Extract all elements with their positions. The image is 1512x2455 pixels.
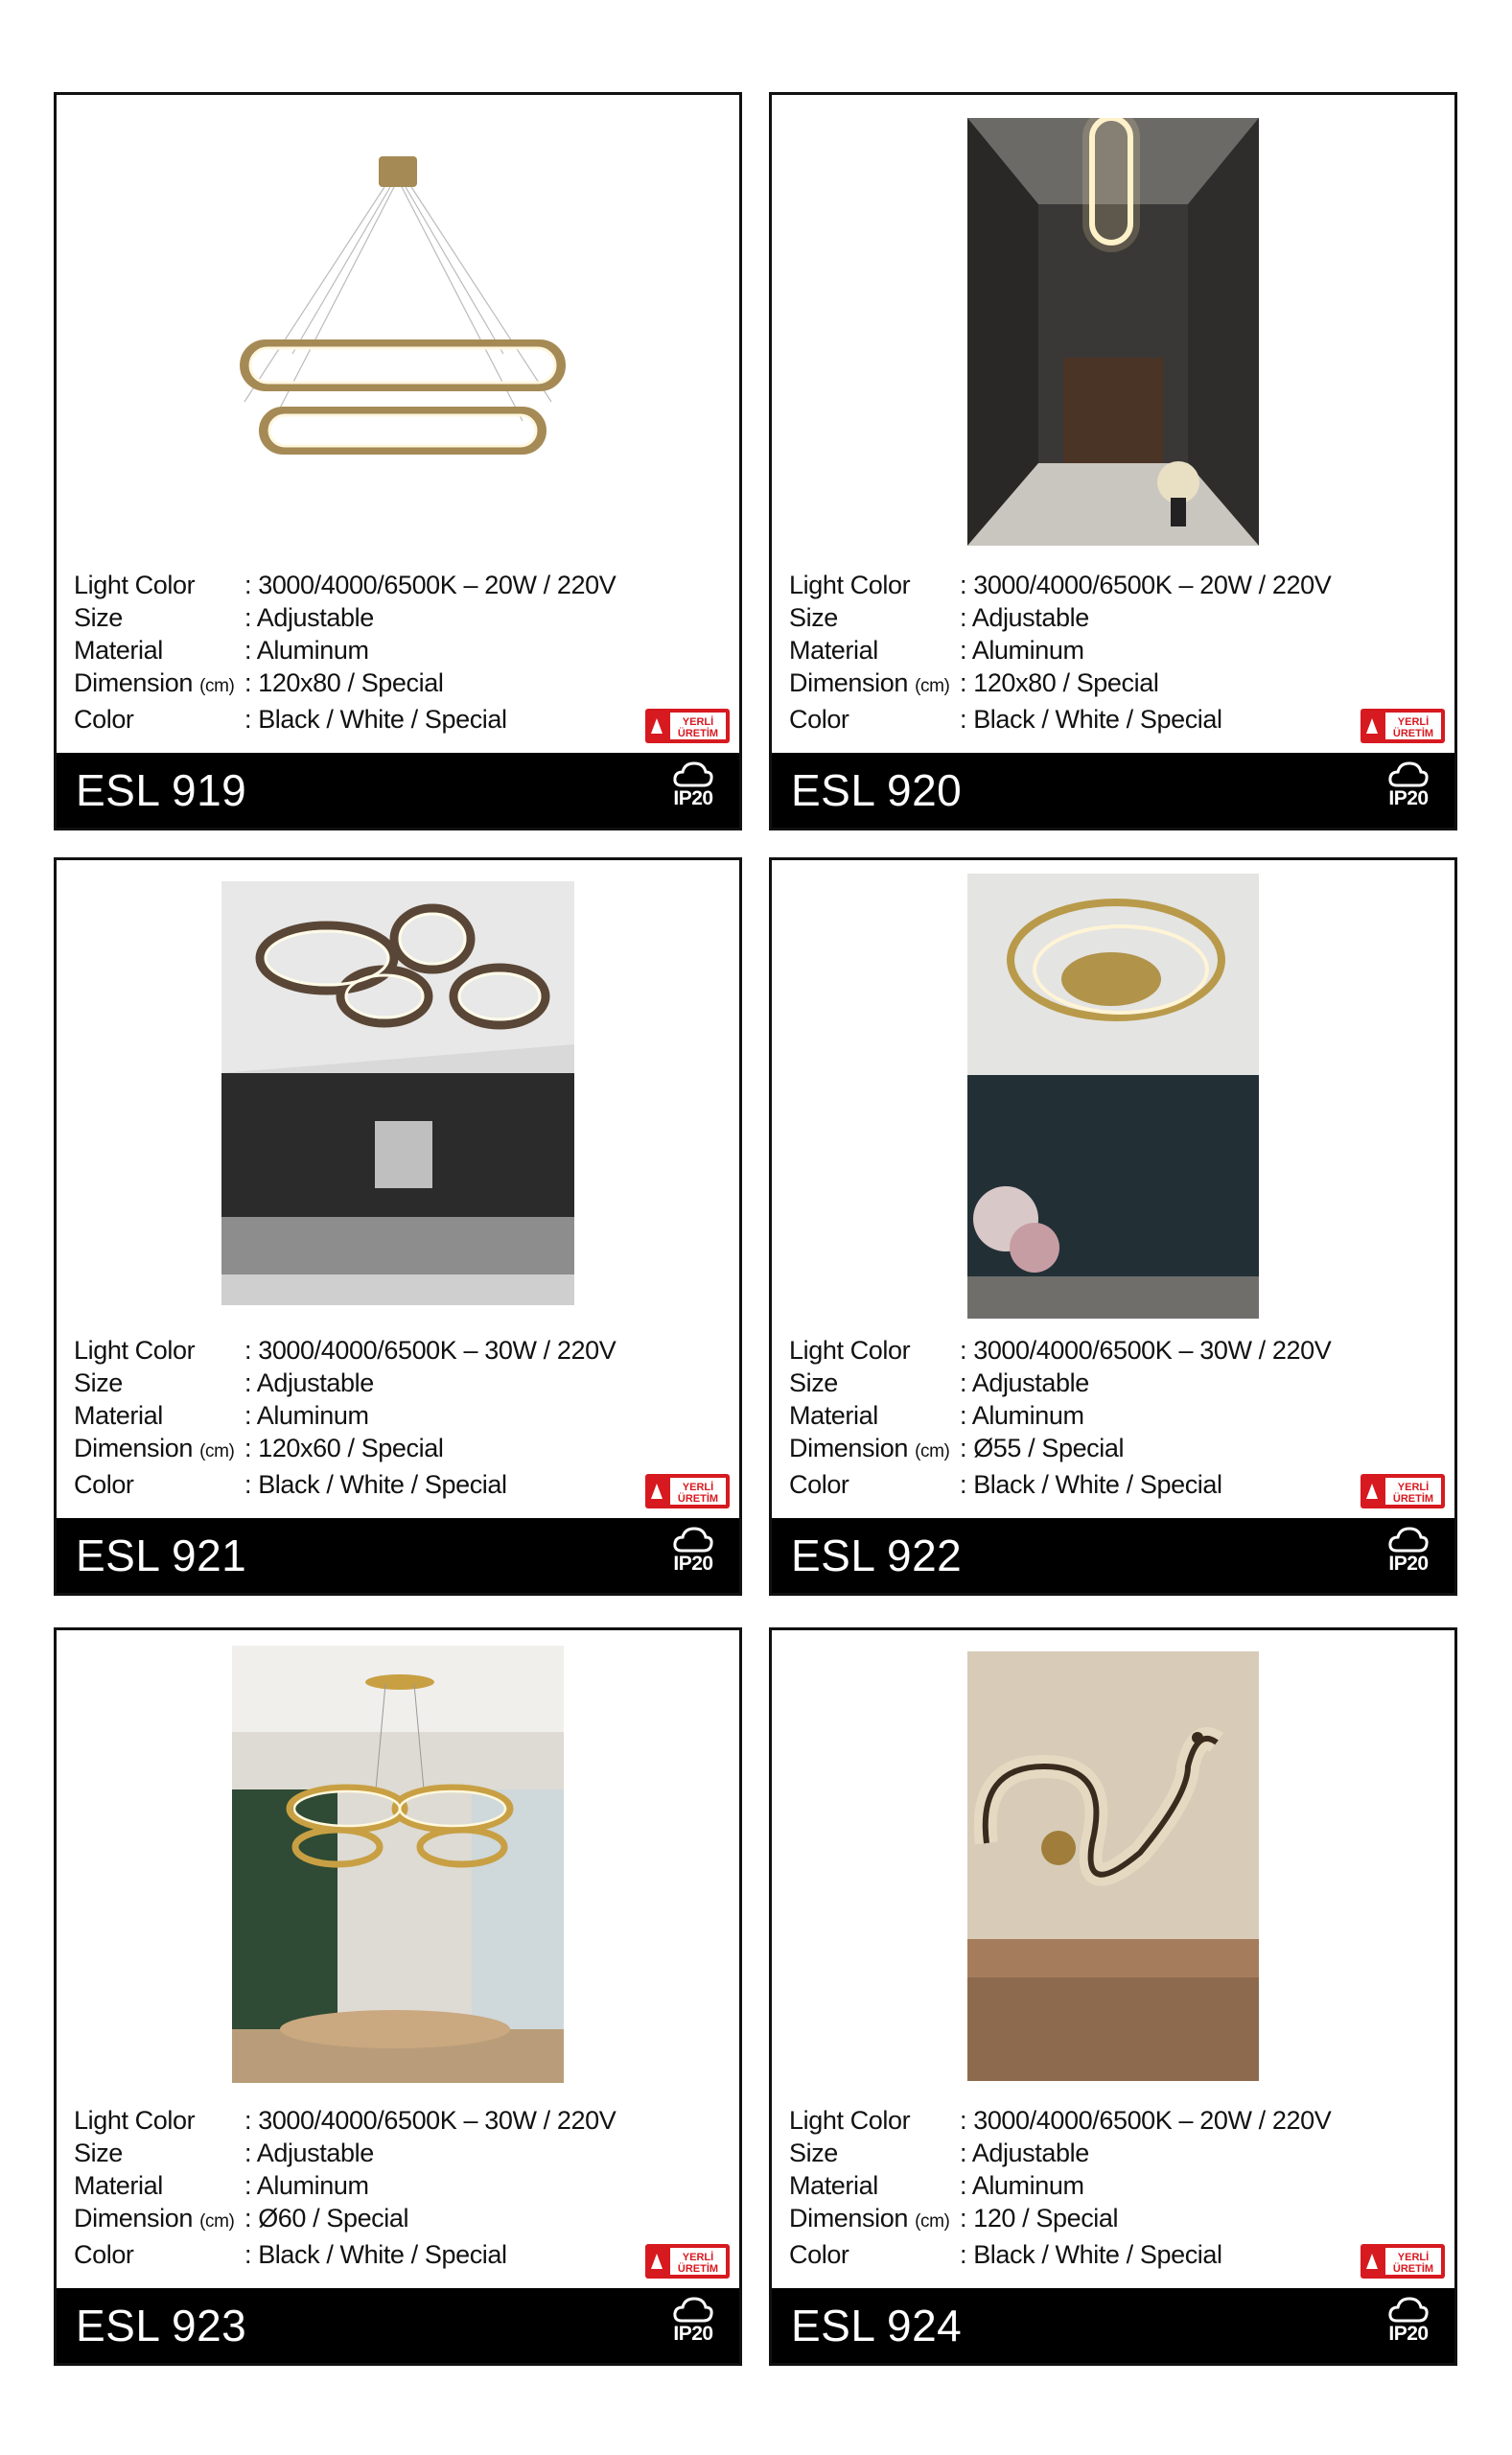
spec-value-material: : Aluminum: [960, 1399, 1084, 1432]
spec-value-material: : Aluminum: [960, 2169, 1084, 2202]
svg-text:YERLİ: YERLİ: [682, 2252, 714, 2263]
cloud-icon: [672, 2296, 714, 2325]
product-specs: [74, 2104, 616, 2271]
spec-value-size: : Adjustable: [960, 601, 1089, 634]
product-card-esl-923: [54, 1627, 742, 2366]
spec-label-material: Material: [74, 1401, 163, 1430]
spec-value-light-color: : 3000/4000/6500K – 20W / 220V: [960, 2104, 1331, 2137]
ip-rating: IP20: [1382, 760, 1435, 824]
spec-value-dimension: : Ø60 / Special: [244, 2202, 408, 2238]
svg-text:ÜRETİM: ÜRETİM: [1392, 1493, 1434, 1505]
spec-value-dimension: : 120x80 / Special: [960, 666, 1158, 703]
spec-label-light-color: Light Color: [789, 1336, 911, 1365]
yerli-uretim-badge: [645, 1474, 730, 1508]
yerli-uretim-badge: [1361, 1474, 1445, 1508]
svg-text:ÜRETİM: ÜRETİM: [677, 2263, 719, 2275]
product-photo-wall-wave: [967, 1651, 1259, 2081]
spec-label-size: Size: [74, 1368, 123, 1397]
product-specs: [789, 2104, 1331, 2271]
spec-value-size: : Adjustable: [244, 601, 374, 634]
spec-label-material: Material: [789, 1401, 878, 1430]
spec-value-material: : Aluminum: [244, 2169, 369, 2202]
spec-label-color: Color: [789, 2240, 849, 2269]
product-card-esl-920: [769, 92, 1457, 830]
spec-value-dimension: : 120x80 / Special: [244, 666, 443, 703]
spec-value-size: : Adjustable: [960, 2137, 1089, 2169]
spec-value-material: : Aluminum: [244, 1399, 369, 1432]
spec-value-dimension: : Ø55 / Special: [960, 1432, 1124, 1468]
svg-text:YERLİ: YERLİ: [1397, 1482, 1430, 1493]
product-photo-ceiling-living-room: [221, 881, 574, 1305]
spec-label-color: Color: [74, 2240, 134, 2269]
product-card-esl-922: [769, 857, 1457, 1596]
spec-value-color: : Black / White / Special: [960, 2238, 1222, 2271]
svg-text:ÜRETİM: ÜRETİM: [1392, 2263, 1434, 2275]
spec-label-color: Color: [74, 1470, 134, 1499]
spec-value-size: : Adjustable: [244, 2137, 374, 2169]
product-code: ESL 919: [76, 765, 247, 815]
cloud-icon: [1387, 1526, 1430, 1555]
yerli-uretim-badge: [1361, 2244, 1445, 2279]
spec-label-size: Size: [74, 2139, 123, 2167]
product-code-bar: [772, 753, 1454, 828]
ip-rating: IP20: [1382, 2296, 1435, 2359]
product-specs: [74, 569, 616, 736]
spec-value-color: : Black / White / Special: [244, 1468, 507, 1501]
spec-value-color: : Black / White / Special: [244, 703, 507, 736]
spec-value-size: : Adjustable: [960, 1367, 1089, 1399]
spec-value-color: : Black / White / Special: [244, 2238, 507, 2271]
spec-label-material: Material: [74, 2171, 163, 2200]
cloud-icon: [1387, 760, 1430, 789]
svg-text:YERLİ: YERLİ: [682, 716, 714, 728]
spec-label-color: Color: [789, 1470, 849, 1499]
spec-label-dimension: Dimension (cm): [74, 668, 235, 697]
cloud-icon: [672, 1526, 714, 1555]
spec-value-light-color: : 3000/4000/6500K – 20W / 220V: [960, 569, 1331, 601]
spec-label-light-color: Light Color: [74, 2106, 196, 2135]
yerli-uretim-badge: [645, 2244, 730, 2279]
spec-value-material: : Aluminum: [244, 634, 369, 666]
spec-value-light-color: : 3000/4000/6500K – 30W / 220V: [244, 1334, 616, 1367]
spec-label-light-color: Light Color: [789, 571, 911, 599]
svg-text:YERLİ: YERLİ: [682, 1482, 714, 1493]
spec-label-dimension: Dimension (cm): [74, 1434, 235, 1462]
spec-value-size: : Adjustable: [244, 1367, 374, 1399]
spec-value-light-color: : 3000/4000/6500K – 20W / 220V: [244, 569, 616, 601]
spec-value-color: : Black / White / Special: [960, 1468, 1222, 1501]
spec-label-material: Material: [74, 636, 163, 665]
ip-rating: IP20: [1382, 1526, 1435, 1589]
yerli-uretim-badge: [645, 709, 730, 743]
product-card-esl-921: [54, 857, 742, 1596]
product-specs: [789, 569, 1331, 736]
spec-label-size: Size: [74, 603, 123, 632]
product-code-bar: [772, 2288, 1454, 2363]
spec-label-size: Size: [789, 603, 838, 632]
yerli-uretim-badge: [1361, 709, 1445, 743]
product-code: ESL 920: [791, 765, 963, 815]
product-photo-pendant-petal-dining: [232, 1646, 564, 2083]
product-code: ESL 923: [76, 2301, 247, 2350]
product-code-bar: [57, 1518, 739, 1593]
product-photo-ceiling-spiral: [967, 874, 1259, 1319]
cloud-icon: [1387, 2296, 1430, 2325]
svg-text:YERLİ: YERLİ: [1397, 2252, 1430, 2263]
spec-label-material: Material: [789, 636, 878, 665]
product-photo-ceiling-corridor: [967, 118, 1259, 546]
svg-text:YERLİ: YERLİ: [1397, 716, 1430, 728]
spec-value-light-color: : 3000/4000/6500K – 30W / 220V: [244, 2104, 616, 2137]
product-code-bar: [772, 1518, 1454, 1593]
product-specs: [789, 1334, 1331, 1501]
spec-label-color: Color: [789, 705, 849, 734]
product-code: ESL 921: [76, 1531, 247, 1580]
spec-label-dimension: Dimension (cm): [789, 668, 950, 697]
spec-label-light-color: Light Color: [74, 571, 196, 599]
spec-label-size: Size: [789, 2139, 838, 2167]
product-code-bar: [57, 2288, 739, 2363]
spec-label-dimension: Dimension (cm): [789, 2204, 950, 2233]
spec-value-dimension: : 120 / Special: [960, 2202, 1118, 2238]
svg-text:ÜRETİM: ÜRETİM: [1392, 728, 1434, 739]
spec-value-color: : Black / White / Special: [960, 703, 1222, 736]
spec-label-dimension: Dimension (cm): [789, 1434, 950, 1462]
spec-label-dimension: Dimension (cm): [74, 2204, 235, 2233]
spec-label-light-color: Light Color: [789, 2106, 911, 2135]
ip-rating: IP20: [666, 2296, 720, 2359]
product-card-esl-924: [769, 1627, 1457, 2366]
product-code-bar: [57, 753, 739, 828]
svg-text:ÜRETİM: ÜRETİM: [677, 1493, 719, 1505]
spec-label-size: Size: [789, 1368, 838, 1397]
spec-label-color: Color: [74, 705, 134, 734]
spec-value-material: : Aluminum: [960, 634, 1084, 666]
product-photo-pendant-oval-rings: [216, 114, 580, 498]
spec-label-light-color: Light Color: [74, 1336, 196, 1365]
ip-rating: IP20: [666, 1526, 720, 1589]
spec-value-light-color: : 3000/4000/6500K – 30W / 220V: [960, 1334, 1331, 1367]
product-code: ESL 922: [791, 1531, 963, 1580]
product-card-esl-919: [54, 92, 742, 830]
spec-value-dimension: : 120x60 / Special: [244, 1432, 443, 1468]
spec-label-material: Material: [789, 2171, 878, 2200]
product-code: ESL 924: [791, 2301, 963, 2350]
product-specs: [74, 1334, 616, 1501]
cloud-icon: [672, 760, 714, 789]
ip-rating: IP20: [666, 760, 720, 824]
svg-text:ÜRETİM: ÜRETİM: [677, 728, 719, 739]
